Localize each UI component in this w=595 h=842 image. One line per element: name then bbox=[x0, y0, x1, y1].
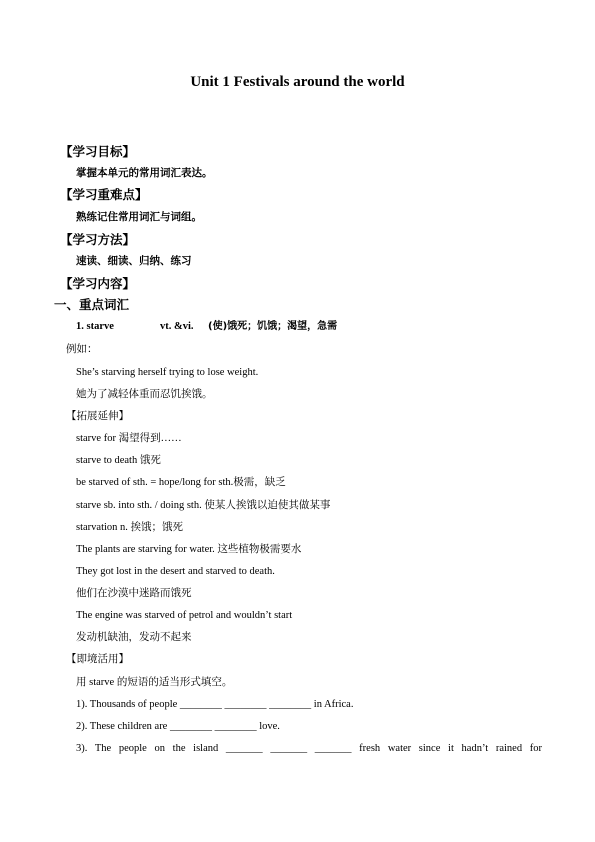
phrase-starve-for: starve for 渴望得到…… bbox=[76, 433, 182, 444]
exercise-1: 1). Thousands of people ________ ________ ________ in Africa. bbox=[76, 699, 354, 710]
learning-goal-text: 掌握本单元的常用词汇表达。 bbox=[76, 167, 213, 179]
practice-heading: 【即境活用】 bbox=[66, 654, 129, 665]
page-title: Unit 1 Festivals around the world bbox=[190, 74, 405, 90]
vocab-word: 1. starve bbox=[76, 321, 114, 332]
example-label: 例如： bbox=[66, 344, 98, 355]
key-points-text: 熟练记住常用词汇与词组。 bbox=[76, 211, 202, 223]
example-desert-translation: 他们在沙漠中迷路而饿死 bbox=[76, 588, 192, 599]
learning-method-text: 速读、细读、归纳、练习 bbox=[76, 255, 192, 267]
word-starvation: starvation n. 挨饿；饿死 bbox=[76, 522, 184, 533]
learning-goal-heading: 【学习目标】 bbox=[60, 144, 136, 159]
key-vocabulary-heading: 一、重点词汇 bbox=[54, 297, 130, 312]
phrase-be-starved-of: be starved of sth. = hope/long for sth.极需，缺乏 bbox=[76, 477, 286, 488]
example-engine: The engine was starved of petrol and wouldn’t start bbox=[76, 610, 293, 621]
example-sentence: She’s starving herself trying to lose weight. bbox=[76, 367, 259, 378]
example-translation: 她为了减轻体重而忍饥挨饿。 bbox=[76, 389, 213, 400]
example-engine-translation: 发动机缺油，发动不起来 bbox=[76, 632, 192, 643]
example-desert: They got lost in the desert and starved to death. bbox=[76, 566, 275, 577]
learning-content-heading: 【学习内容】 bbox=[60, 276, 136, 291]
extension-heading: 【拓展延伸】 bbox=[66, 411, 129, 422]
vocab-meaning: (使)饿死；饥饿；渴望，急需 bbox=[208, 321, 338, 332]
vocab-part-of-speech: vt. &vi. bbox=[160, 321, 194, 332]
phrase-starve-into: starve sb. into sth. / doing sth. 使某人挨饿以迫使其做某事 bbox=[76, 500, 331, 511]
example-plants: The plants are starving for water. 这些植物极需要水 bbox=[76, 544, 302, 555]
key-points-heading: 【学习重难点】 bbox=[60, 187, 148, 202]
exercise-3: 3). The people on the island _______ _______ _______ fresh water since it hadn’t rained for bbox=[76, 743, 542, 754]
practice-instruction: 用 starve 的短语的适当形式填空。 bbox=[76, 677, 233, 688]
learning-method-heading: 【学习方法】 bbox=[60, 232, 136, 247]
exercise-2: 2). These children are ________ ________ love. bbox=[76, 721, 280, 732]
phrase-starve-to-death: starve to death 饿死 bbox=[76, 455, 161, 466]
